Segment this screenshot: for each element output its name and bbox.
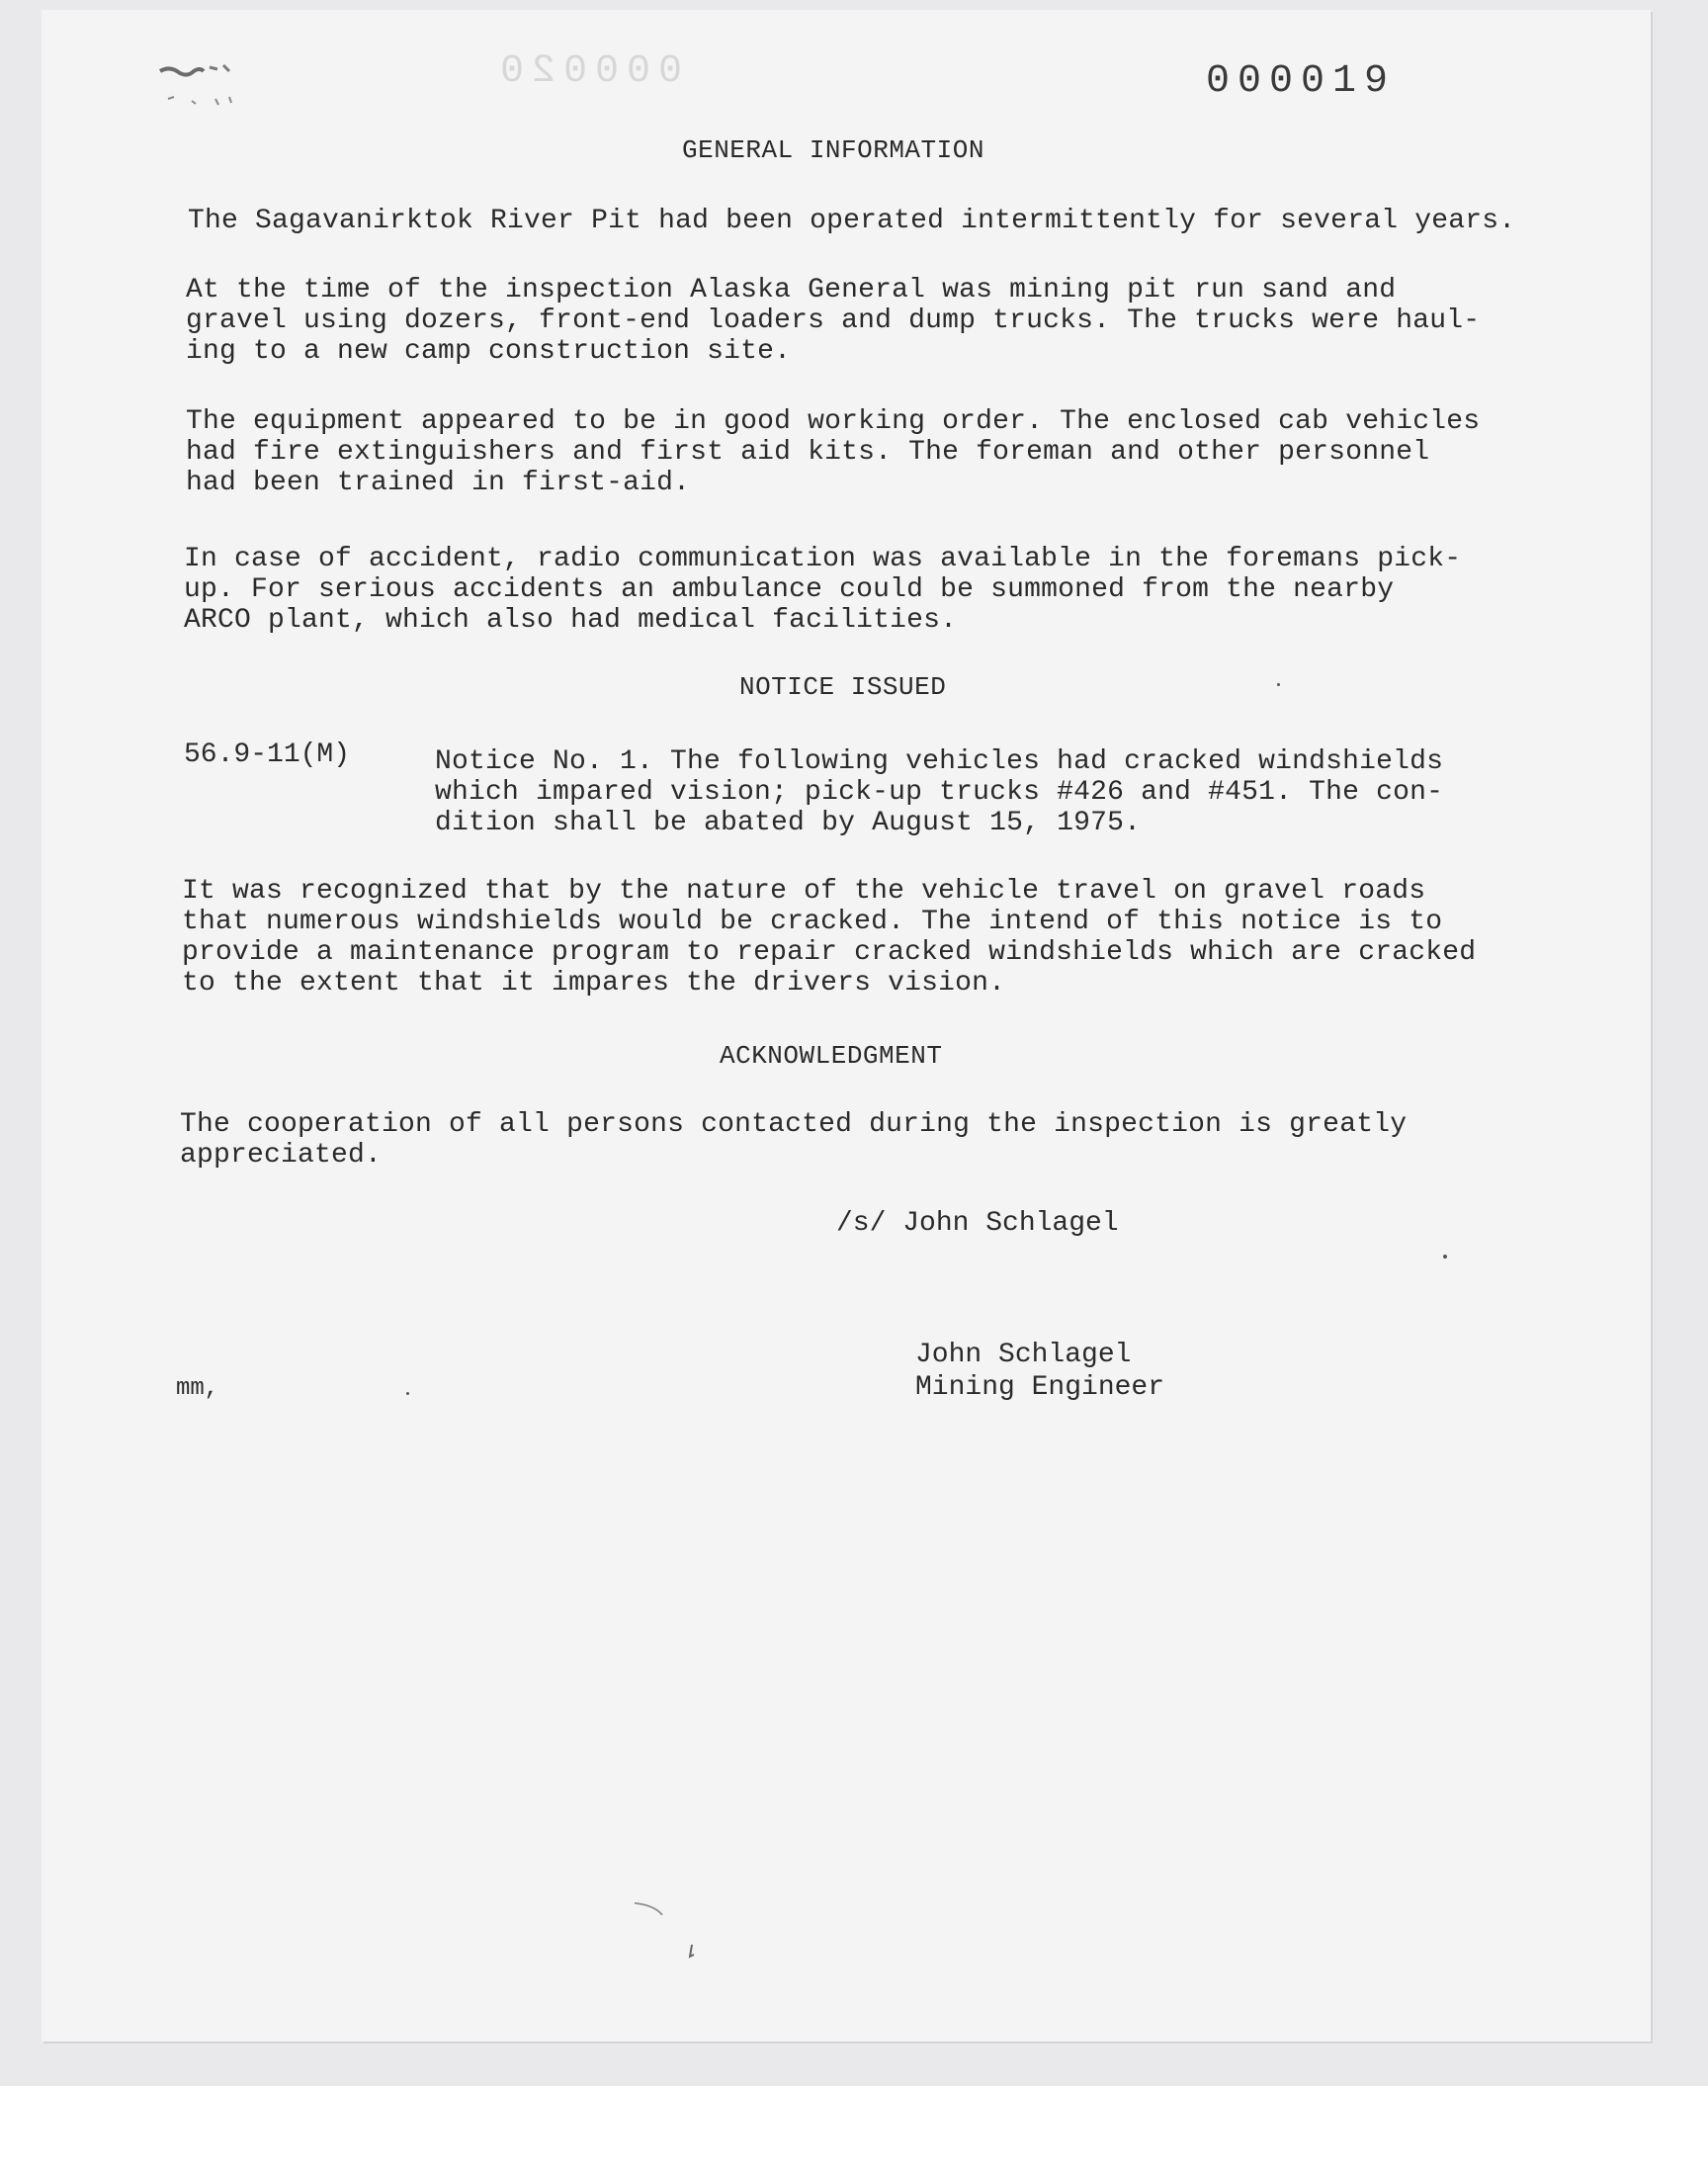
text-line: The Sagavanirktok River Pit had been operated intermittently for several years. [188, 206, 1516, 236]
scan-artifact-mark [625, 1893, 704, 1962]
signer-name: John Schlagel [915, 1340, 1132, 1370]
text-line: to the extent that it impares the drivers vision. [182, 968, 1006, 999]
text-line: up. For serious accidents an ambulance could be summoned from the nearby [184, 574, 1395, 605]
dust-speck [406, 1392, 409, 1395]
text-line: provide a maintenance program to repair cracked windshields which are cracked [182, 937, 1477, 968]
text-line: appreciated. [180, 1140, 383, 1171]
document-page [42, 10, 1651, 2042]
text-line: which impared vision; pick-up trucks #426 and #451. The con- [435, 777, 1444, 808]
text-line: that numerous windshields would be cracked. The intend of this notice is to [182, 907, 1443, 937]
notice-text [435, 746, 1443, 838]
page-stamp-number: 000019 [1206, 59, 1397, 104]
text-line: ing to a new camp construction site. [186, 336, 792, 367]
dust-speck [1443, 1255, 1447, 1259]
general-info-paragraph-1 [188, 206, 1515, 236]
signer-title: Mining Engineer [915, 1372, 1165, 1403]
text-line: had been trained in first-aid. [186, 468, 691, 498]
notice-explanation-paragraph [182, 876, 1476, 999]
notice-issued-heading: NOTICE ISSUED [739, 672, 947, 702]
typist-initials: mm, [176, 1375, 219, 1402]
text-line: ARCO plant, which also had medical facilities. [184, 605, 958, 636]
text-line: Notice No. 1. The following vehicles had cracked windshields [435, 746, 1444, 777]
faded-reverse-stamp: 000020 [492, 49, 683, 94]
standard-code: 56.9-11(M) [184, 740, 351, 770]
general-info-paragraph-3 [186, 406, 1480, 498]
text-line: At the time of the inspection Alaska General was mining pit run sand and [186, 275, 1397, 305]
text-line: dition shall be abated by August 15, 1975. [435, 808, 1142, 838]
signature-line: /s/ John Schlagel [836, 1208, 1119, 1239]
text-line: The equipment appeared to be in good working order. The enclosed cab vehicles [186, 406, 1481, 437]
general-info-paragraph-4 [184, 544, 1461, 636]
text-line: gravel using dozers, front-end loaders and dump trucks. The trucks were haul- [186, 305, 1481, 336]
text-line: In case of accident, radio communication was available in the foremans pick- [184, 544, 1462, 574]
text-line: had fire extinguishers and first aid kits. The foreman and other personnel [186, 437, 1430, 468]
general-info-paragraph-2 [186, 275, 1480, 367]
acknowledgment-heading: ACKNOWLEDGMENT [720, 1041, 943, 1071]
text-line: The cooperation of all persons contacted during the inspection is greatly [180, 1109, 1408, 1140]
text-line: It was recognized that by the nature of the vehicle travel on gravel roads [182, 876, 1426, 907]
acknowledgment-paragraph [180, 1109, 1407, 1171]
ink-smudge-mark [158, 59, 287, 119]
general-information-heading: GENERAL INFORMATION [682, 135, 984, 165]
dust-speck [1277, 683, 1280, 686]
